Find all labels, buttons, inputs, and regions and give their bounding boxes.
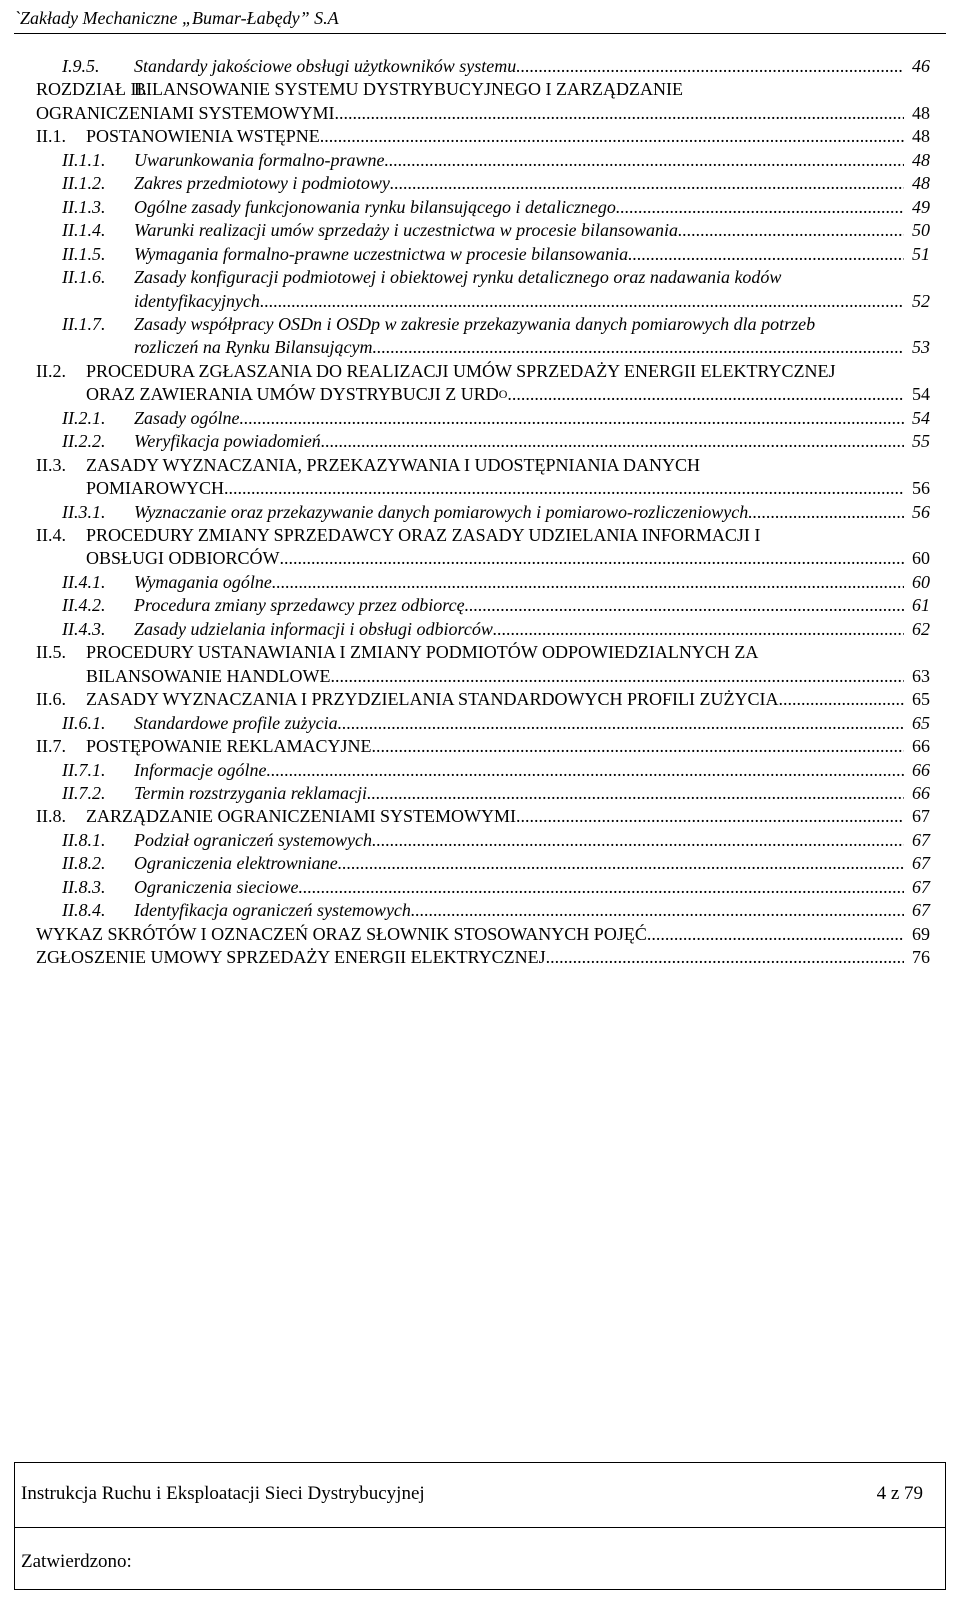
toc-entry (0, 945, 960, 969)
toc-entry-continuation (0, 101, 960, 125)
toc-entry-page: 66 (912, 736, 930, 757)
toc-leader-dots (748, 500, 904, 524)
toc-entry-leader (134, 335, 904, 359)
toc-entry (0, 828, 960, 852)
toc-entry-page: 54 (912, 407, 930, 428)
toc-entry-page: 48 (912, 102, 930, 123)
toc-entry-page: 56 (912, 478, 930, 499)
toc-entry (0, 781, 960, 805)
toc-leader-dots (779, 687, 904, 711)
toc-leader-dots (385, 148, 904, 172)
toc-entry-leader (134, 218, 904, 242)
toc-leader-dots (647, 922, 904, 946)
toc-entry (0, 218, 960, 242)
toc-entry-page: 48 (912, 149, 930, 170)
page-footer (14, 1462, 946, 1590)
toc-entry (0, 593, 960, 617)
toc-entry-title-cont: ORAZ ZAWIERANIA UMÓW DYSTRYBUCJI Z URD (86, 384, 499, 405)
toc-leader-dots (678, 218, 904, 242)
toc-entry-number: II.2.2. (62, 431, 106, 452)
toc-entry-page: 50 (912, 220, 930, 241)
toc-entry-title: ZASADY WYZNACZANIA I PRZYDZIELANIA STANDARDOWYCH PROFILI ZUŻYCIA (86, 689, 779, 710)
toc-entry (0, 242, 960, 266)
toc-entry (0, 500, 960, 524)
toc-entry-title: POSTANOWIENIA WSTĘPNE (86, 126, 320, 147)
toc-entry-title-cont: OGRANICZENIAMI SYSTEMOWYMI (36, 102, 335, 123)
toc-entry-title-cont: OBSŁUGI ODBIORCÓW (86, 548, 280, 569)
toc-entry-title: BILANSOWANIE SYSTEMU DYSTRYBUCYJNEGO I ZARZĄDZANIE (134, 79, 683, 100)
toc-entry (0, 77, 960, 101)
toc-entry-leader (134, 429, 904, 453)
toc-entry (0, 734, 960, 758)
toc-entry-leader (134, 593, 904, 617)
toc-leader-dots (338, 711, 904, 735)
toc-entry-number: II.6.1. (62, 712, 106, 733)
toc-entry-number: II.7.1. (62, 759, 106, 780)
toc-entry (0, 406, 960, 430)
toc-entry-title: Standardowe profile zużycia (134, 712, 338, 733)
toc-entry-page: 46 (912, 56, 930, 76)
toc-entry-number: II.2. (36, 360, 66, 381)
toc-entry-leader (86, 124, 904, 148)
toc-entry-leader (86, 687, 904, 711)
toc-entry-title: Termin rozstrzygania reklamacji (134, 782, 368, 803)
toc-entry (0, 148, 960, 172)
toc-entry-continuation (0, 335, 960, 359)
toc-entry-title: Zasady udzielania informacji i obsługi odbiorców (134, 618, 493, 639)
toc-entry-title: Identyfikacja ograniczeń systemowych (134, 900, 411, 921)
toc-leader-dots (372, 734, 904, 758)
toc-entry-continuation (0, 382, 960, 406)
toc-leader-dots (516, 54, 904, 78)
toc-entry-page: 54 (912, 384, 930, 405)
toc-entry-continuation (0, 289, 960, 313)
toc-entry-leader (134, 289, 904, 313)
toc-entry-number: II.5. (36, 642, 66, 663)
toc-entry-leader (86, 664, 904, 688)
toc-entry-page: 67 (912, 829, 930, 850)
toc-entry-leader (134, 617, 904, 641)
toc-entry-leader (86, 734, 904, 758)
toc-entry-leader (86, 382, 904, 406)
toc-entry (0, 922, 960, 946)
toc-entry (0, 804, 960, 828)
toc-entry (0, 758, 960, 782)
toc-entry-leader (134, 851, 904, 875)
toc-leader-dots (298, 875, 904, 899)
toc-entry-page: 65 (912, 689, 930, 710)
toc-entry-continuation (0, 476, 960, 500)
toc-entry-number: ROZDZIAŁ II. (36, 79, 147, 100)
toc-leader-dots (493, 617, 904, 641)
toc-leader-dots (335, 101, 905, 125)
toc-entry (0, 124, 960, 148)
toc-entry-page: 67 (912, 853, 930, 874)
toc-entry-leader (134, 828, 904, 852)
toc-leader-dots (320, 124, 904, 148)
toc-entry-page: 60 (912, 548, 930, 569)
toc-leader-dots (260, 289, 904, 313)
toc-entry-number: II.1.5. (62, 243, 106, 264)
toc-entry-number: II.8.1. (62, 829, 106, 850)
toc-entry-page: 65 (912, 712, 930, 733)
toc-entry (0, 570, 960, 594)
toc-entry (0, 54, 960, 78)
toc-entry-number: II.8.2. (62, 853, 106, 874)
toc-entry-title-cont: BILANSOWANIE HANDLOWE (86, 665, 331, 686)
toc-entry-number: II.4.1. (62, 571, 106, 592)
toc-entry-number: II.1.4. (62, 220, 106, 241)
toc-leader-dots (272, 570, 904, 594)
toc-entry-page: 62 (912, 618, 930, 639)
toc-leader-dots (280, 546, 905, 570)
toc-entry-title: Zasady współpracy OSDn i OSDp w zakresie przekazywania danych pomiarowych dla potrzeb (134, 313, 816, 334)
toc-entry-leader (134, 242, 904, 266)
toc-entry (0, 687, 960, 711)
toc-entry-number: II.2.1. (62, 407, 106, 428)
toc-entry-page: 56 (912, 501, 930, 522)
toc-entry-page: 49 (912, 196, 930, 217)
toc-entry-number: II.3.1. (62, 501, 106, 522)
toc-entry-leader (134, 171, 904, 195)
toc-entry-title: Weryfikacja powiadomień (134, 431, 321, 452)
toc-entry-page: 48 (912, 126, 930, 147)
toc-leader-dots (628, 242, 904, 266)
toc-entry (0, 359, 960, 383)
toc-entry (0, 898, 960, 922)
toc-entry-page: 67 (912, 876, 930, 897)
toc-entry-title: WYKAZ SKRÓTÓW I OZNACZEŃ ORAZ SŁOWNIK STOSOWANYCH POJĘĆ (36, 923, 647, 944)
toc-entry (0, 312, 960, 336)
toc-entry-page: 69 (912, 923, 930, 944)
toc-entry-page: 48 (912, 173, 930, 194)
toc-entry (0, 265, 960, 289)
toc-entry-title: Wymagania formalno-prawne uczestnictwa w procesie bilansowania (134, 243, 629, 264)
toc-leader-dots (507, 382, 904, 406)
toc-entry-title-cont: rozliczeń na Rynku Bilansującym (134, 337, 373, 358)
toc-leader-dots (516, 804, 904, 828)
toc-entry-title: Zakres przedmiotowy i podmiotowy (134, 173, 390, 194)
toc-entry-page: 60 (912, 571, 930, 592)
toc-entry-title: Zasady konfiguracji podmiotowej i obiektowej rynku detalicznego oraz nadawania kodów (134, 267, 782, 288)
toc-entry-number: II.1.1. (62, 149, 106, 170)
toc-entry-title: PROCEDURY ZMIANY SPRZEDAWCY ORAZ ZASADY UDZIELANIA INFORMACJI I (86, 525, 761, 545)
toc-entry-number: II.1.2. (62, 173, 106, 194)
toc-entry (0, 195, 960, 219)
toc-entry (0, 429, 960, 453)
toc-leader-dots (465, 593, 904, 617)
toc-entry-number: I.9.5. (62, 56, 100, 76)
toc-entry-title: Ogólne zasady funkcjonowania rynku bilansującego i detalicznego (134, 196, 616, 217)
footer-divider (15, 1527, 945, 1528)
toc-entry-title: Ograniczenia elektrowniane (134, 853, 338, 874)
toc-leader-dots (411, 898, 904, 922)
toc-entry-title: ZARZĄDZANIE OGRANICZENIAMI SYSTEMOWYMI (86, 806, 516, 827)
toc-entry-continuation (0, 664, 960, 688)
toc-entry-page: 52 (912, 290, 930, 311)
toc-entry-page: 66 (912, 759, 930, 780)
toc-entry-page: 55 (912, 431, 930, 452)
toc-entry-leader (36, 945, 904, 969)
toc-entry-title: Podział ograniczeń systemowych (134, 829, 372, 850)
toc-leader-dots (372, 335, 904, 359)
toc-entry-leader (86, 476, 904, 500)
toc-entry-subscript: O (498, 387, 508, 402)
toc-entry-number: II.1.7. (62, 313, 106, 334)
toc-leader-dots (321, 429, 904, 453)
toc-entry-number: II.7.2. (62, 782, 106, 803)
toc-entry-page: 67 (912, 806, 930, 827)
toc-entry-number: II.1.6. (62, 267, 106, 288)
toc-entry-number: II.7. (36, 736, 66, 757)
toc-entry-title: Uwarunkowania formalno-prawne (134, 149, 385, 170)
toc-entry-title: Procedura zmiany sprzedawcy przez odbiorcę (134, 595, 465, 616)
toc-entry-leader (134, 898, 904, 922)
toc-entry-leader (134, 781, 904, 805)
footer-approved-label: Zatwierdzono: (21, 1551, 132, 1572)
toc-entry-page: 67 (912, 900, 930, 921)
toc-leader-dots (546, 945, 904, 969)
toc-leader-dots (330, 664, 904, 688)
toc-entry (0, 875, 960, 899)
toc-leader-dots (367, 781, 904, 805)
toc-entry-page: 61 (912, 595, 930, 616)
toc-entry-number: II.8.3. (62, 876, 106, 897)
toc-entry-leader (86, 804, 904, 828)
toc-entry-page: 66 (912, 782, 930, 803)
toc-entry-title: PROCEDURY USTANAWIANIA I ZMIANY PODMIOTÓW ODPOWIEDZIALNYCH ZA (86, 642, 759, 663)
toc-leader-dots (338, 851, 904, 875)
toc-entry-leader (134, 570, 904, 594)
company-name: `Zakłady Mechaniczne „Bumar-Łabędy” S.A (14, 8, 339, 28)
toc-entry-title: Informacje ogólne (134, 759, 267, 780)
footer-page-number: 4 z 79 (876, 1483, 923, 1504)
toc-entry-leader (134, 195, 904, 219)
toc-entry-leader (134, 54, 904, 78)
toc-entry (0, 453, 960, 477)
toc-entry-number: II.1. (36, 126, 66, 147)
toc-entry-leader (134, 875, 904, 899)
toc-entry-title: Wyznaczanie oraz przekazywanie danych pomiarowych i pomiarowo-rozliczeniowych (134, 501, 749, 522)
toc-entry-title-cont: identyfikacyjnych (134, 290, 260, 311)
toc-entry-title: Standardy jakościowe obsługi użytkowników systemu (134, 56, 517, 76)
toc-entry-leader (36, 101, 904, 125)
toc-leader-dots (616, 195, 904, 219)
toc-entry-title: Wymagania ogólne (134, 571, 272, 592)
toc-entry-title-cont: POMIAROWYCH (86, 478, 225, 499)
toc-entry-number: II.8.4. (62, 900, 106, 921)
toc-entry-title: Ograniczenia sieciowe (134, 876, 299, 897)
toc-entry-number: II.8. (36, 806, 66, 827)
toc-leader-dots (266, 758, 904, 782)
toc-entry-page: 51 (912, 243, 930, 264)
toc-entry-leader (134, 758, 904, 782)
header-divider (14, 33, 946, 34)
toc-entry (0, 617, 960, 641)
toc-entry-leader (86, 546, 904, 570)
footer-document-title: Instrukcja Ruchu i Eksploatacji Sieci Dystrybucyjnej (21, 1483, 425, 1504)
toc-entry-page: 63 (912, 665, 930, 686)
toc-entry-title: ZASADY WYZNACZANIA, PRZEKAZYWANIA I UDOSTĘPNIANIA DANYCH (86, 454, 700, 475)
toc-entry-title: POSTĘPOWANIE REKLAMACYJNE (86, 736, 372, 757)
toc-entry (0, 851, 960, 875)
toc-entry-number: II.4.3. (62, 618, 106, 639)
toc-entry (0, 523, 960, 547)
toc-leader-dots (372, 828, 904, 852)
toc-entry-continuation (0, 546, 960, 570)
toc-entry-number: II.4. (36, 525, 66, 545)
toc-entry-number: II.4.2. (62, 595, 106, 616)
toc-leader-dots (240, 406, 905, 430)
toc-entry-title: PROCEDURA ZGŁASZANIA DO REALIZACJI UMÓW SPRZEDAŻY ENERGII ELEKTRYCZNEJ (86, 360, 836, 381)
toc-entry-page: 76 (912, 947, 930, 968)
toc-entry (0, 171, 960, 195)
toc-entry-number: II.1.3. (62, 196, 106, 217)
toc-entry-title: Warunki realizacji umów sprzedaży i uczestnictwa w procesie bilansowania (134, 220, 678, 241)
toc-entry-leader (134, 148, 904, 172)
toc-leader-dots (390, 171, 904, 195)
toc-entry (0, 640, 960, 664)
toc-entry-leader (134, 711, 904, 735)
toc-entry-title: ZGŁOSZENIE UMOWY SPRZEDAŻY ENERGII ELEKTRYCZNEJ (36, 947, 546, 968)
toc-leader-dots (224, 476, 904, 500)
toc-entry-title: Zasady ogólne (134, 407, 240, 428)
toc-entry-number: II.3. (36, 454, 66, 475)
toc-entry-leader (36, 922, 904, 946)
toc-entry-page: 53 (912, 337, 930, 358)
toc-entry-number: II.6. (36, 689, 66, 710)
toc-entry-leader (134, 406, 904, 430)
toc-entry-leader (134, 500, 904, 524)
toc-entry (0, 711, 960, 735)
